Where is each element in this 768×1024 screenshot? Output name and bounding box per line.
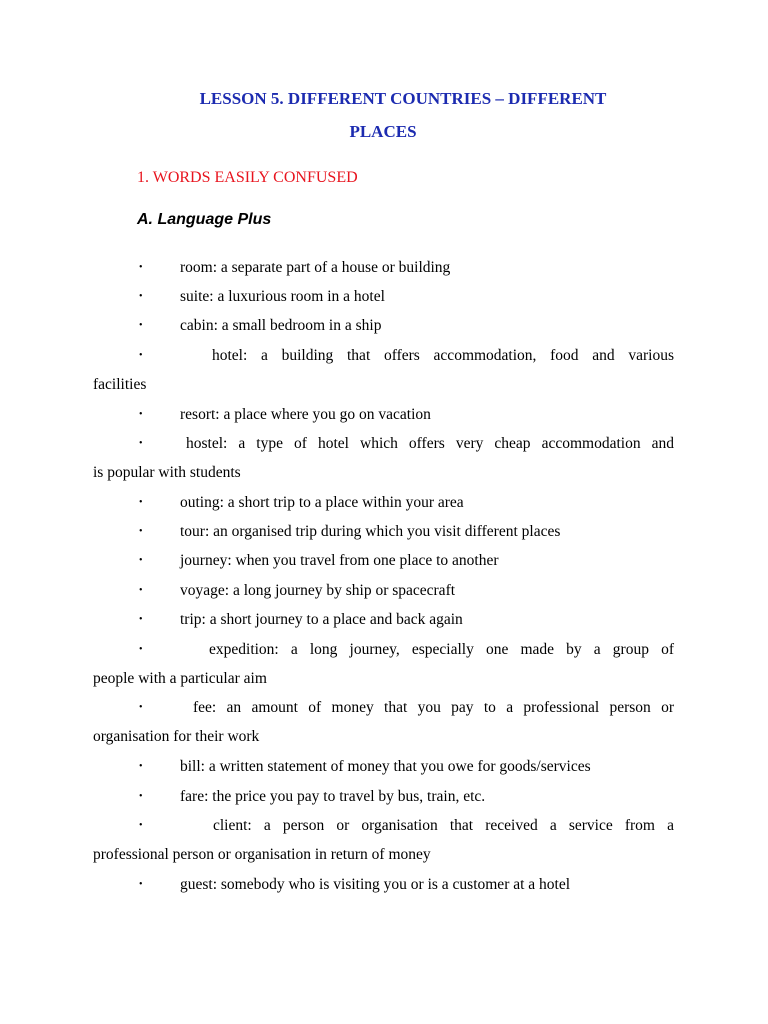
vocab-item-text-line-2: facilities [93,376,147,394]
bullet-icon: • [139,291,143,302]
vocab-item-text-line-1: fee: an amount of money that you pay to a professional person or [193,699,674,716]
vocab-item-fare [93,782,674,811]
vocab-item-text: tour: an organised trip during which you visit different places [180,523,561,540]
vocab-item-bill [93,752,674,781]
vocab-item-text: resort: a place where you go on vacation [180,406,431,423]
vocab-item-text-line-1: client: a person or organisation that received a service from a [213,817,674,834]
bullet-icon: • [139,702,143,713]
vocab-item-trip [93,605,674,634]
vocab-item-text: suite: a luxurious room in a hotel [180,288,385,305]
bullet-icon: • [139,438,143,449]
vocab-item-text-line-2: is popular with students [93,464,241,482]
vocab-item-hotel [93,341,674,400]
vocab-item-hostel [93,429,674,488]
vocab-item-text: outing: a short trip to a place within your area [180,494,464,511]
bullet-icon: • [139,350,143,361]
vocab-item-text-line-2: organisation for their work [93,728,260,746]
vocab-item-resort [93,400,674,429]
vocab-item-expedition [93,635,674,694]
vocab-item-text: guest: somebody who is visiting you or is a customer at a hotel [180,876,571,893]
vocab-item-text: cabin: a small bedroom in a ship [180,317,382,334]
section-heading: 1. WORDS EASILY CONFUSED [137,169,358,186]
vocab-item-text-line-2: people with a particular aim [93,670,267,688]
bullet-icon: • [139,820,143,831]
bullet-icon: • [139,614,143,625]
bullet-icon: • [139,497,143,508]
bullet-icon: • [139,409,143,420]
bullet-icon: • [139,879,143,890]
bullet-icon: • [139,320,143,331]
vocab-item-room [93,253,674,282]
vocab-item-journey [93,546,674,575]
vocab-item-text-line-1: expedition: a long journey, especially one made by a group of [209,641,674,658]
vocab-item-cabin [93,311,674,340]
vocab-item-fee [93,693,674,752]
bullet-icon: • [139,761,143,772]
bullet-icon: • [139,555,143,566]
lesson-title-line-1: LESSON 5. DIFFERENT COUNTRIES – DIFFERENT [199,89,607,108]
vocab-item-suite [93,282,674,311]
vocab-item-text: voyage: a long journey by ship or spacecraft [180,582,456,599]
vocab-item-text-line-1: hostel: a type of hotel which offers very cheap accommodation and [186,435,674,452]
bullet-icon: • [139,791,143,802]
bullet-icon: • [139,262,143,273]
vocab-item-text: journey: when you travel from one place to another [180,552,499,569]
vocab-item-text-line-1: hotel: a building that offers accommodation, food and various [212,347,674,364]
vocab-item-client [93,811,674,870]
bullet-icon: • [139,585,143,596]
vocab-item-text: fare: the price you pay to travel by bus, train, etc. [180,788,486,805]
vocab-item-voyage [93,576,674,605]
lesson-title-line-2: PLACES [349,122,417,141]
vocab-item-tour [93,517,674,546]
vocab-item-text: room: a separate part of a house or building [180,259,451,276]
vocab-item-outing [93,488,674,517]
vocab-item-text: trip: a short journey to a place and back again [180,611,463,628]
bullet-icon: • [139,526,143,537]
bullet-icon: • [139,644,143,655]
vocab-item-text: bill: a written statement of money that you owe for goods/services [180,758,591,775]
vocab-item-text-line-2: professional person or organisation in return of money [93,846,431,864]
vocab-item-guest [93,870,674,899]
subsection-heading: A. Language Plus [137,211,272,228]
